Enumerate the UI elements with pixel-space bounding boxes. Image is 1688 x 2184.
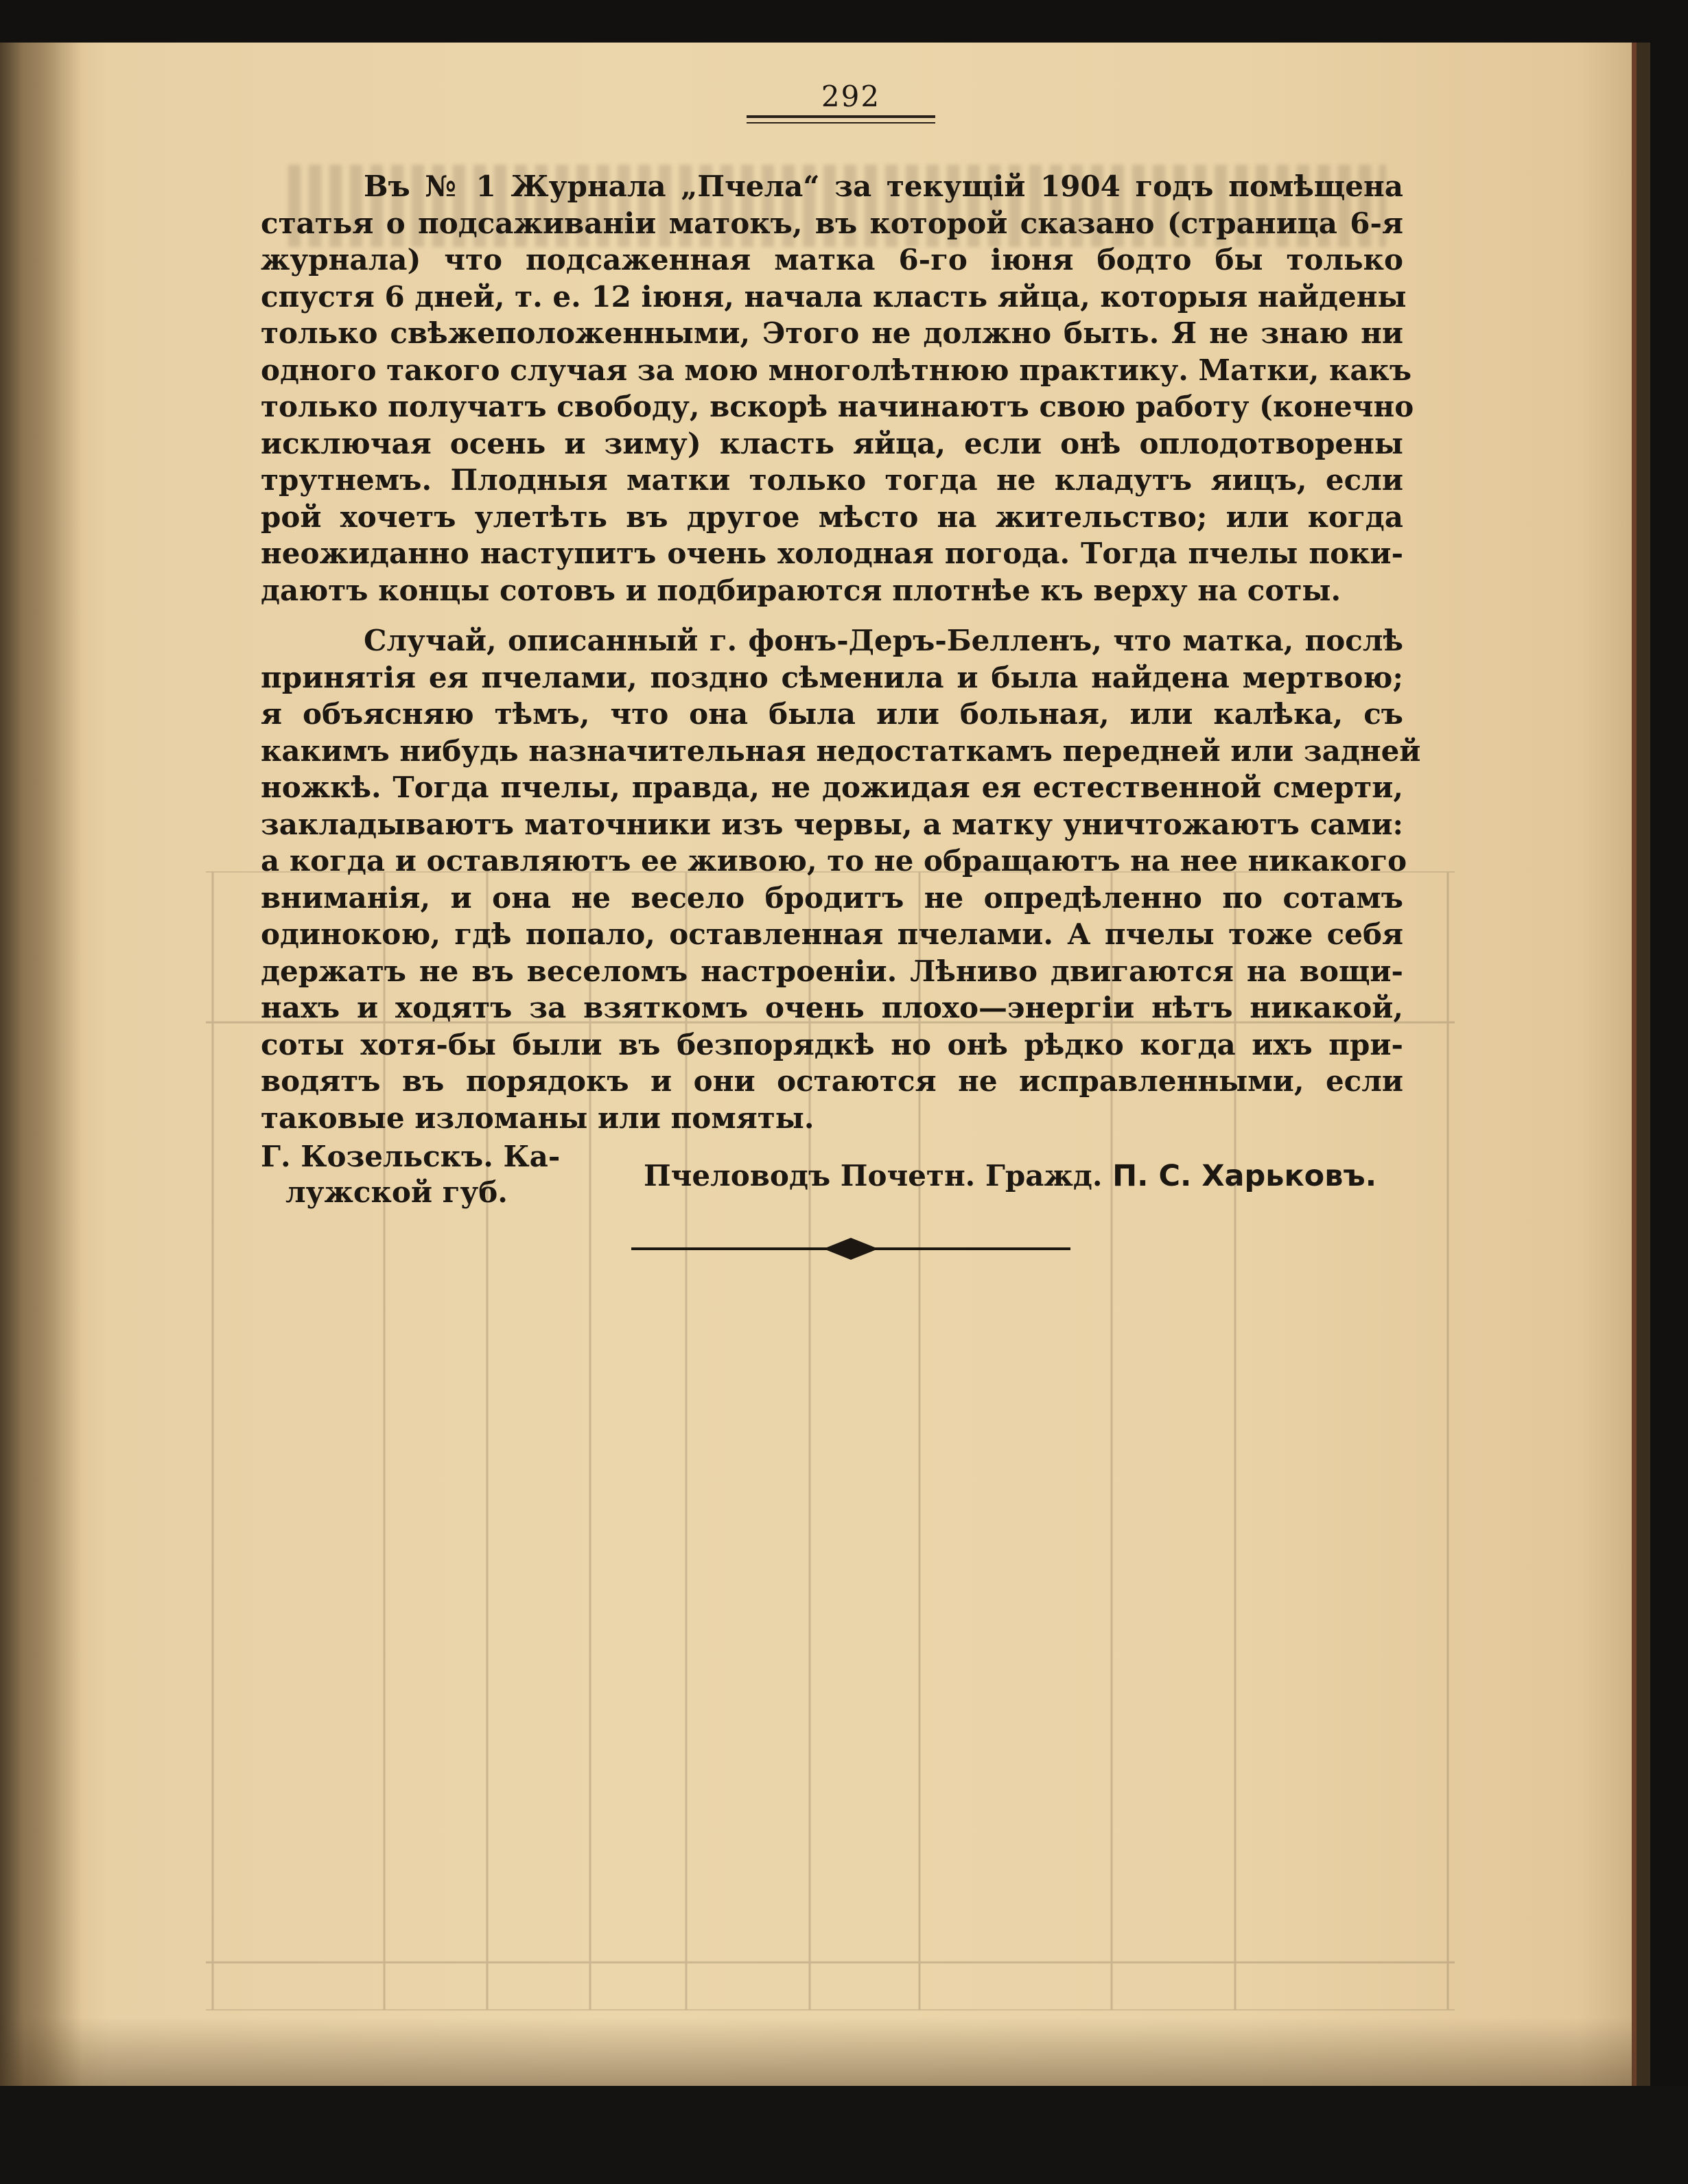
article-body <box>261 168 1421 1136</box>
text-line: даютъ концы сотовъ и подбираются плотнѣе къ верху на соты. <box>261 573 1341 607</box>
text-line: а когда и оставляютъ ее живою, то не обращаютъ на нее никакого <box>261 844 1407 878</box>
text-line: водятъ въ порядокъ и они остаются не исправленными, если <box>261 1064 1403 1098</box>
header-rule-thick <box>747 115 935 118</box>
text-line: исключая осень и зиму) класть яйца, если онѣ оплодотворены <box>261 426 1403 460</box>
text-line: одинокою, гдѣ попало, оставленная пчелами. А пчелы тоже себя <box>261 917 1403 951</box>
text-line: я объясняю тѣмъ, что она была или больная, или калѣка, съ <box>261 697 1403 731</box>
author-location <box>261 1139 590 1210</box>
text-line: спустя 6 дней, т. е. 12 іюня, начала класть яйца, которыя найдены <box>261 279 1407 314</box>
bottom-shadow <box>0 2017 1634 2087</box>
text-line: Въ № 1 Журнала „Пчела“ за текущій 1904 годъ помѣщена <box>364 169 1403 203</box>
text-line: статья о подсаживаніи матокъ, въ которой сказано (страница 6-я <box>261 206 1403 240</box>
scanner-background-right <box>1650 0 1688 2184</box>
text-line: трутнемъ. Плодныя матки только тогда не кладутъ яицъ, если <box>261 463 1403 497</box>
signature-title: Пчеловодъ Почетн. Гражд. <box>644 1159 1103 1193</box>
text-line: журнала) что подсаженная матка 6-го іюня бодто бы только <box>261 243 1403 277</box>
text-line: только свѣжеположенными, Этого не должно быть. Я не знаю ни <box>261 316 1403 350</box>
signature-name: П. С. Харьковъ. <box>1112 1159 1377 1193</box>
book-spine-shadow <box>0 43 82 2087</box>
location-line: Г. Козельскъ. Ка- <box>261 1140 561 1173</box>
text-line: ножкѣ. Тогда пчелы, правда, не дожидая ея естественной смерти, <box>261 771 1403 804</box>
text-line: таковые изломаны или помяты. <box>261 1101 814 1135</box>
text-line: принятія ея пчелами, поздно сѣменила и была найдена мертвою; <box>261 660 1403 694</box>
page-number: 292 <box>821 80 881 113</box>
location-line: лужской губ. <box>285 1175 508 1209</box>
text-line: соты хотя-бы были въ безпорядкѣ но онѣ рѣдко когда ихъ при- <box>261 1027 1403 1061</box>
scanner-background-top <box>0 0 1688 43</box>
text-line: рой хочетъ улетѣть въ другое мѣсто на жительство; или когда <box>261 500 1403 534</box>
header-rule-thin <box>747 122 935 124</box>
text-line: одного такого случая за мою многолѣтнюю практику. Матки, какъ <box>261 353 1412 387</box>
scanner-background-bottom <box>0 2086 1688 2184</box>
text-line: держатъ не въ веселомъ настроеніи. Лѣниво двигаются на вощи- <box>261 954 1403 988</box>
text-line: какимъ нибудь назначительная недостаткамъ передней или задней <box>261 733 1421 768</box>
section-divider-ornament <box>631 1228 1070 1269</box>
text-line: Случай, описанный г. фонъ-Деръ-Белленъ, что матка, послѣ <box>364 624 1403 657</box>
text-line: закладываютъ маточники изъ червы, а матку уничтожаютъ сами: <box>261 807 1403 841</box>
text-line: нахъ и ходятъ за взяткомъ очень плохо—энергіи нѣтъ никакой, <box>261 991 1403 1024</box>
text-line: неожиданно наступитъ очень холодная погода. Тогда пчелы поки- <box>261 537 1403 570</box>
text-line: только получатъ свободу, вскорѣ начинаютъ свою работу (конечно <box>261 390 1414 423</box>
paragraph-gap <box>261 609 1403 622</box>
text-line: вниманія, и она не весело бродитъ не опредѣленно по сотамъ <box>261 880 1403 915</box>
author-signature <box>644 1158 1412 1194</box>
